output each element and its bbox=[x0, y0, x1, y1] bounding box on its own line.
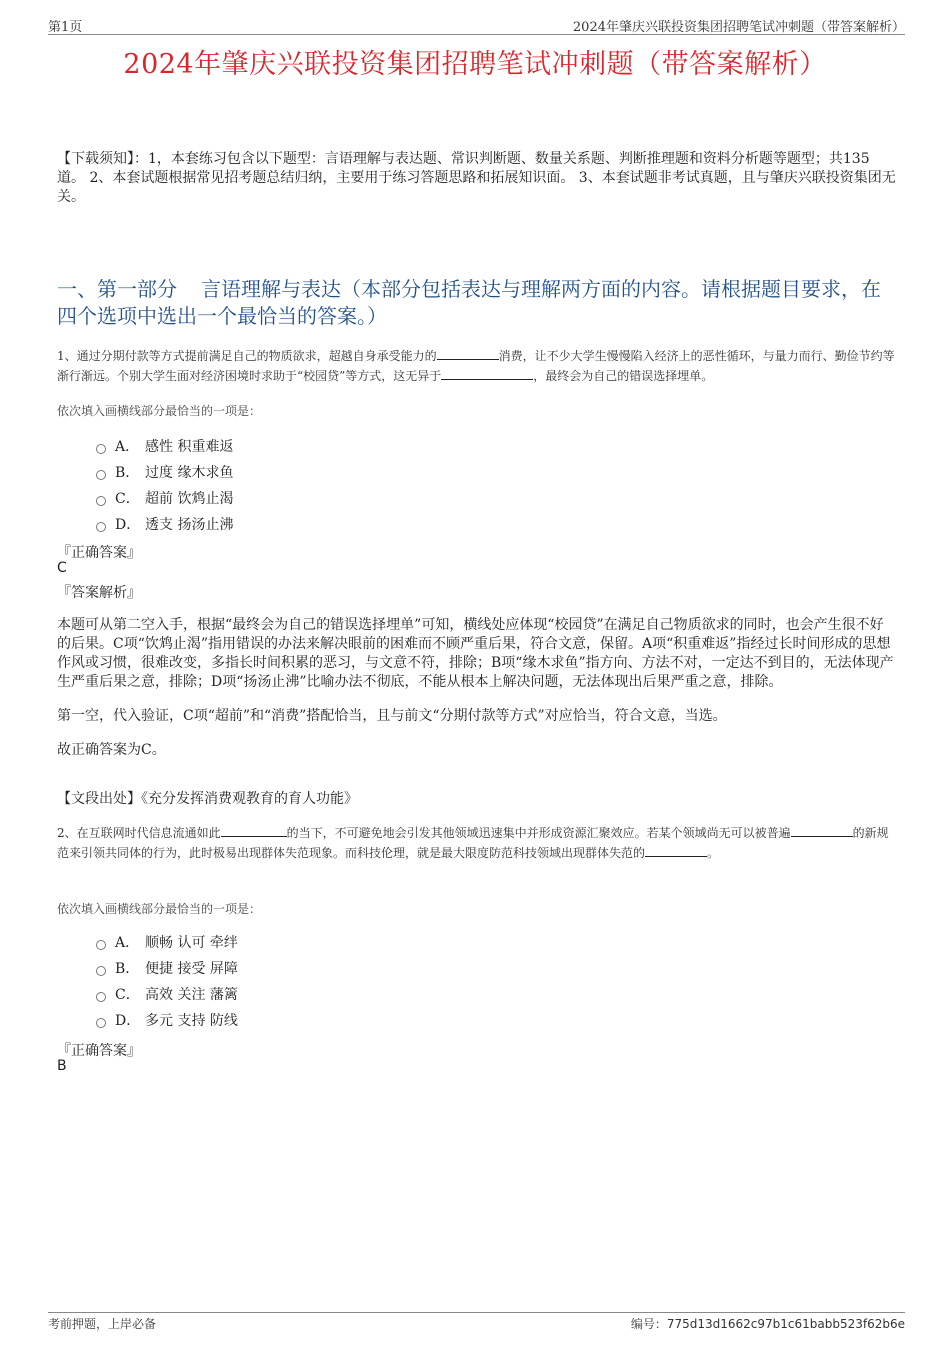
radio-icon[interactable] bbox=[96, 966, 106, 976]
download-notice: 【下载须知】：1，本套练习包含以下题型：言语理解与表达题、常识判断题、数量关系题、判断推理题和资料分析题等题型；共135道。 2、本套试题根据常见招考题总结归纳，主要用于练习答题思路和拓展知识面。 3、本套试题非考试真题，且与肇庆兴联投资集团无关。 bbox=[57, 151, 896, 205]
section-prefix: 一、第一部分 bbox=[57, 277, 177, 301]
radio-icon[interactable] bbox=[96, 992, 106, 1002]
answer-value: C bbox=[57, 560, 67, 576]
radio-icon[interactable] bbox=[96, 940, 106, 950]
question-1-prompt: 依次填入画横线部分最恰当的一项是： bbox=[57, 404, 262, 418]
page-header bbox=[48, 14, 905, 35]
page-number: 第1页 bbox=[48, 20, 83, 35]
page-footer bbox=[48, 1312, 905, 1333]
option-c[interactable]: C． 高效 关注 藩篱 bbox=[96, 981, 238, 1007]
analysis-paragraph: 本题可从第二空入手，根据“最终会为自己的错误选择埋单”可知，横线处应体现“校园贷”在满足自己物质欲求的同时，也会产生很不好的后果。C项“饮鸩止渴”指用错误的办法来解决眼前的困难而不顾严重后果，符合文意，保留。A项“积重难返”指经过长时间形成的思想作风或习惯，很难改变，多指长时间积累的恶习，与文意不符，排除；B项“缘木求鱼”指方向、方法不对，一定达不到目的，无法体现产生严重后果之意，排除；D项“扬汤止沸”比喻办法不彻底，不能从根本上解决问题，无法体现出后果严重之意，排除。 bbox=[57, 617, 894, 690]
option-b[interactable]: B． 便捷 接受 屏障 bbox=[96, 955, 238, 981]
fill-blank bbox=[791, 824, 853, 837]
question-1-options bbox=[96, 433, 233, 537]
fill-blank bbox=[645, 844, 707, 857]
fill-blank bbox=[221, 824, 287, 837]
fill-blank bbox=[441, 367, 533, 380]
option-d[interactable]: D． 多元 支持 防线 bbox=[96, 1007, 238, 1033]
question-2-text: 2、在互联网时代信息流通如此 的当下，不可避免地会引发其他领域迅速集中并形成资源汇聚效应。若某个领域尚无可以被普遍 的新规范来引领共同体的行为，此时极易出现群体失范现象。而科技伦理，就是最大限度防范科技领域出现群体失范的 。 bbox=[57, 826, 889, 860]
question-2-prompt: 依次填入画横线部分最恰当的一项是： bbox=[57, 902, 262, 916]
section-text: 言语理解与表达（本部分包括表达与理解两方面的内容。请根据题目要求，在四个选项中选出一个最恰当的答案。） bbox=[57, 277, 881, 328]
analysis-paragraph: 故正确答案为C。 bbox=[57, 742, 166, 758]
header-doc-title: 2024年肇庆兴联投资集团招聘笔试冲刺题（带答案解析） bbox=[572, 20, 905, 35]
radio-icon[interactable] bbox=[96, 470, 106, 480]
question-1-text: 1、通过分期付款等方式提前满足自己的物质欲求，超越自身承受能力的 消费，让不少大学生慢慢陷入经济上的恶性循环，与量力而行、勤俭节约等渐行渐远。个别大学生面对经济困境时求助于“校园贷”等方式，这无异于 ，最终会为自己的错误选择埋单。 bbox=[57, 349, 895, 383]
option-d[interactable]: D． 透支 扬汤止沸 bbox=[96, 511, 233, 537]
answer-value: B bbox=[57, 1058, 67, 1074]
analysis-paragraph: 第一空，代入验证，C项“超前”和“消费”搭配恰当，且与前文“分期付款等方式”对应恰当，符合文意，当选。 bbox=[57, 708, 727, 724]
footer-code: 编号：775d13d1662c97b1c61babb523f62b6e bbox=[630, 1317, 905, 1331]
radio-icon[interactable] bbox=[96, 522, 106, 532]
passage-source: 【文段出处】《充分发挥消费观教育的育人功能》 bbox=[57, 791, 358, 807]
answer-label: 『正确答案』 bbox=[57, 1043, 141, 1059]
option-c[interactable]: C． 超前 饮鸩止渴 bbox=[96, 485, 233, 511]
fill-blank bbox=[437, 347, 499, 360]
option-a[interactable]: A． 顺畅 认可 牵绊 bbox=[96, 929, 238, 955]
answer-analysis bbox=[57, 616, 895, 775]
option-a[interactable]: A． 感性 积重难返 bbox=[96, 433, 233, 459]
analysis-label: 『答案解析』 bbox=[57, 585, 141, 601]
radio-icon[interactable] bbox=[96, 496, 106, 506]
section-heading bbox=[57, 276, 897, 330]
question-2-options bbox=[96, 929, 238, 1033]
option-b[interactable]: B． 过度 缘木求鱼 bbox=[96, 459, 233, 485]
radio-icon[interactable] bbox=[96, 444, 106, 454]
page-title: 2024年肇庆兴联投资集团招聘笔试冲刺题（带答案解析） bbox=[123, 49, 827, 80]
answer-label: 『正确答案』 bbox=[57, 545, 141, 561]
radio-icon[interactable] bbox=[96, 1018, 106, 1028]
footer-slogan: 考前押题，上岸必备 bbox=[48, 1317, 157, 1331]
